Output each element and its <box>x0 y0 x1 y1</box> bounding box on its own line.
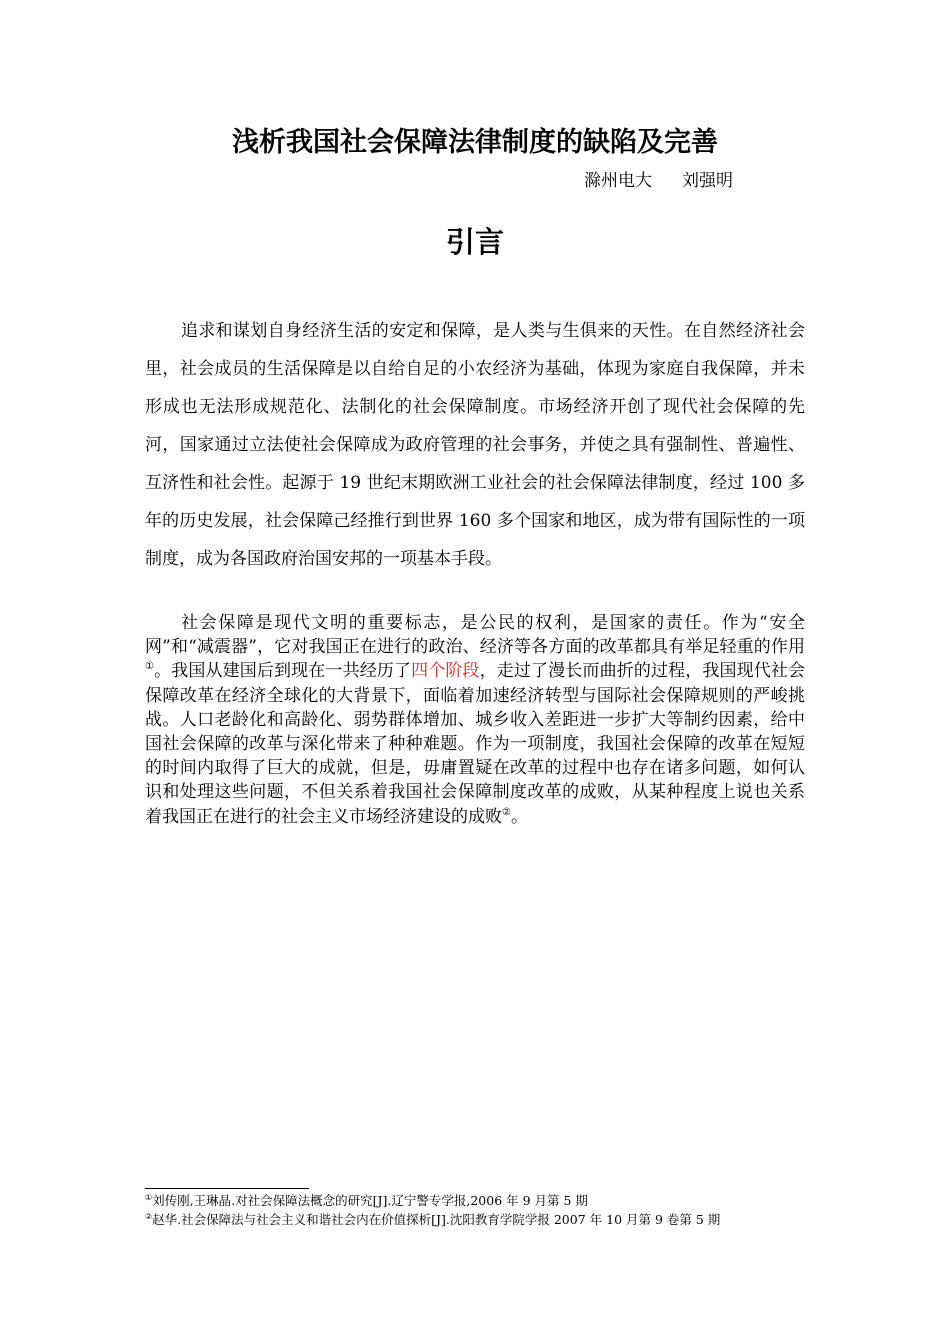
author-name: 刘强明 <box>682 171 733 191</box>
footnote-text: 刘传刚,王琳晶.对社会保障法概念的研究[J].辽宁警专学报,2006 年 9 月第 5 期 <box>152 1193 588 1208</box>
paragraph-text: 社会保障是现代文明的重要标志，是公民的权利，是国家的责任。作为“安全网”和“减震器”，它对我国正在进行的政治、经济等各方面的改革都具有举足轻重的作用 <box>145 613 805 658</box>
document-title: 浅析我国社会保障法律制度的缺陷及完善 <box>232 127 718 158</box>
footnote-2 <box>145 1212 825 1228</box>
footnote-mark: ① <box>145 1193 153 1202</box>
paragraph-text: 。我国从建国后到现在一共经历了 <box>154 661 412 682</box>
footnote-mark: ② <box>145 1212 153 1221</box>
body-paragraph-1: 追求和谋划自身经济生活的安定和保障，是人类与生俱来的天性。在自然经济社会里，社会成员的生活保障是以自给自足的小农经济为基础，体现为家庭自我保障，并未形成也无法形成规范化、法制化的社会保障制度。市场经济开创了现代社会保障的先河，国家通过立法使社会保障成为政府管理的社会事务，并使之具有强制性、普遍性、互济性和社会性。起源于 19 世纪末期欧洲工业社会的社会保障法律制度，经过 100 多年的历史发展，社会保障己经推行到世界 160 多个国家和地区，成为带有国际性的一项制度，成为各国政府治国安邦的一项基本手段。 <box>145 321 805 569</box>
footnote-text: 赵华.社会保障法与社会主义和谐社会内在价值探析[J].沈阳教育学院学报 2007 年 10 月第 9 卷第 5 期 <box>152 1212 721 1227</box>
footnote-reference-1[interactable]: ① <box>145 661 155 673</box>
footnote-1 <box>145 1193 825 1209</box>
highlighted-text: 四个阶段 <box>411 661 480 682</box>
footnote-separator <box>145 1188 309 1189</box>
paragraph-text: 。 <box>510 806 528 827</box>
section-title: 引言 <box>445 225 504 259</box>
author-affiliation: 滁州电大 <box>584 171 652 191</box>
paragraph-text: ，走过了漫长而曲折的过程，我国现代社会保障改革在经济全球化的大背景下，面临着加速经济转型与国际社会保障规则的严峻挑战。人口老龄化和高龄化、弱势群体增加、城乡收入差距进一步扩大等制约因素，给中国社会保障的改革与深化带来了种种难题。作为一项制度，我国社会保障的改革在短短的时间内取得了巨大的成就，但是，毋庸置疑在改革的过程中也存在诸多问题，如何认识和处理这些问题，不但关系着我国社会保障制度改革的成败，从某种程度上说也关系着我国正在进行的社会主义市场经济建设的成败 <box>145 661 806 827</box>
byline <box>584 170 733 192</box>
body-paragraph-2 <box>145 611 805 829</box>
footnote-reference-2[interactable]: ② <box>502 806 511 818</box>
